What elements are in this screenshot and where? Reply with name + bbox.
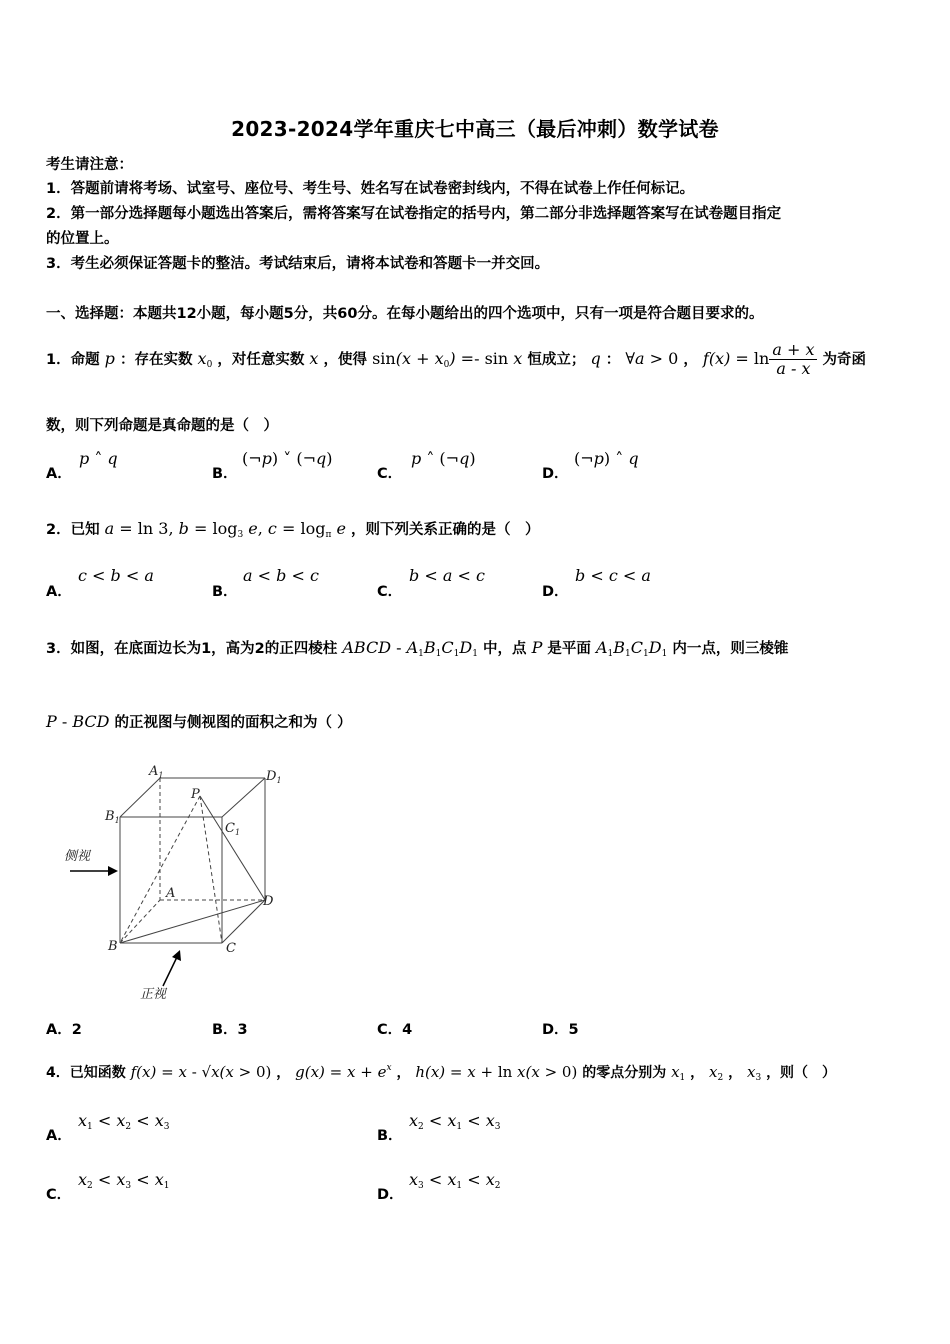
q1-option-a[interactable]: A． <box>46 466 72 482</box>
q4-option-c-math: $x_2 < x_3 < x_1$ <box>78 1170 170 1191</box>
q4-math-x2: $x_2$ <box>709 1063 724 1083</box>
q1-math-fx: f(x) = ln $\frac{a + x}{a - x}$ <box>703 349 818 368</box>
q2-option-d[interactable]: D． <box>542 584 569 600</box>
svg-text:P: P <box>191 787 200 802</box>
q1-text: 1．命题 <box>46 352 100 368</box>
q3-option-a[interactable]: A．2 <box>46 1022 82 1038</box>
q1-option-c-math: p ˄ (¬q) <box>411 449 476 468</box>
q1-text: 为奇函 <box>822 352 867 368</box>
q3-math-pyramid: P - BCD <box>46 712 110 731</box>
q2-option-c[interactable]: C． <box>377 584 403 600</box>
question-1 <box>46 341 866 378</box>
svg-text:C1: $C_1$ <box>225 821 241 837</box>
q4-option-d-math: $x_3 < x_1 < x_2$ <box>409 1170 501 1191</box>
question-2 <box>46 518 540 540</box>
q3-text: 的正视图与侧视图的面积之和为（ ） <box>114 715 352 731</box>
q4-math-h: h(x) = x + ln x(x > 0) <box>415 1063 578 1081</box>
prism-figure <box>60 760 290 1005</box>
q2-text: 2．已知 <box>46 522 100 538</box>
svg-text:A1: $A_1$ <box>149 764 164 780</box>
q1-math-eq: $\sin(x + x_0) =- \sin x$ <box>372 349 523 370</box>
q4-text: 的零点分别为 <box>582 1065 667 1081</box>
q3-math-p: P <box>531 638 543 657</box>
q1-text: 恒成立； <box>527 352 586 368</box>
q4-option-b[interactable]: B． <box>377 1128 403 1144</box>
q1-text: ：存在实数 <box>119 352 193 368</box>
q4-option-b-math: $x_2 < x_1 < x_3$ <box>409 1111 501 1132</box>
q4-option-c[interactable]: C． <box>46 1187 72 1203</box>
notice-item-2-cont: 的位置上。 <box>46 231 119 247</box>
q4-text: 4．已知函数 <box>46 1065 126 1081</box>
q1-text: ： <box>605 352 621 368</box>
q1-text: ， <box>683 352 698 368</box>
q1-text: ，对任意实数 <box>217 352 305 368</box>
q4-math-f: f(x) = x - √x(x > 0) <box>130 1063 272 1081</box>
q2-option-b[interactable]: B． <box>212 584 238 600</box>
notice-item-2: 2．第一部分选择题每小题选出答案后，需将答案写在试卷指定的括号内，第二部分非选择题答案写在试卷题目指定 <box>46 206 782 222</box>
front-view-label: 正视 <box>140 987 167 1002</box>
q2-text: ，则下列关系正确的是（ ） <box>351 522 540 538</box>
q1-math-q: q <box>590 349 601 368</box>
q4-math-x1: $x_1$ <box>671 1063 686 1083</box>
q4-math-g: $g(x) = x + e^x$ <box>295 1063 392 1081</box>
q4-text: ， <box>690 1065 705 1081</box>
q2-math: a = ln 3, $b = \log_3 e$, $c = \log_\pi e$ <box>104 519 346 540</box>
q3-option-c[interactable]: C．4 <box>377 1022 413 1038</box>
q1-math-x0: $x_0$ <box>197 349 213 370</box>
q2-option-d-math: b < c < a <box>575 566 651 585</box>
q3-math-plane: $A_1B_1C_1D_1$ <box>595 638 668 659</box>
q1-option-b[interactable]: B． <box>212 466 238 482</box>
q3-text: 内一点，则三棱锥 <box>672 641 789 657</box>
svg-text:B1: $B_1$ <box>105 809 120 825</box>
notice-heading: 考生请注意： <box>46 157 133 173</box>
q2-option-a-math: c < b < a <box>78 566 154 585</box>
q3-option-b[interactable]: B．3 <box>212 1022 248 1038</box>
q1-text: ，使得 <box>323 352 368 368</box>
svg-text:D: D <box>263 894 274 909</box>
q1-math-forall: ∀a > 0 <box>625 349 679 368</box>
q1-option-b-math: (¬p) ˅ (¬q) <box>242 449 333 468</box>
q2-option-c-math: b < a < c <box>409 566 485 585</box>
q1-option-c[interactable]: C． <box>377 466 403 482</box>
q2-option-a[interactable]: A． <box>46 584 72 600</box>
q1-option-a-math: p ˄ q <box>79 449 118 468</box>
q4-option-a[interactable]: A． <box>46 1128 72 1144</box>
q4-option-d[interactable]: D． <box>377 1187 404 1203</box>
q3-option-d[interactable]: D．5 <box>542 1022 579 1038</box>
svg-text:B: B <box>108 939 118 954</box>
q4-option-a-math: $x_1 < x_2 < x_3$ <box>78 1111 170 1132</box>
page-title: 2023-2024学年重庆七中高三（最后冲刺）数学试卷 <box>231 117 719 141</box>
q1-option-d[interactable]: D． <box>542 466 569 482</box>
q1-option-d-math: (¬p) ˄ q <box>574 449 639 468</box>
question-3 <box>46 637 788 659</box>
q3-math-prism: ABCD - $A_1B_1C_1D_1$ <box>342 638 478 659</box>
q1-math-p: p <box>104 349 115 368</box>
q4-text: ， <box>728 1065 743 1081</box>
q3-text: 是平面 <box>547 641 591 657</box>
section-heading: 一、选择题：本题共12小题，每小题5分，共60分。在每小题给出的四个选项中，只有一项是符合题目要求的。 <box>46 306 764 322</box>
q3-text: 中，点 <box>483 641 527 657</box>
question-4 <box>46 1062 836 1083</box>
notice-item-3: 3．考生必须保证答题卡的整洁。考试结束后，请将本试卷和答题卡一并交回。 <box>46 256 550 272</box>
q4-math-x3: $x_3$ <box>746 1063 762 1083</box>
q2-option-b-math: a < b < c <box>243 566 319 585</box>
svg-text:D1: $D_1$ <box>266 769 282 785</box>
side-view-label: 侧视 <box>64 849 91 864</box>
question-3-cont <box>46 711 352 732</box>
q4-text: ， <box>276 1065 291 1081</box>
q3-text: 3．如图，在底面边长为1，高为2的正四棱柱 <box>46 641 338 657</box>
svg-text:C: C <box>226 941 236 956</box>
q1-math-x: x <box>309 349 319 368</box>
svg-text:A: A <box>166 886 176 901</box>
notice-item-1: 1．答题前请将考场、试室号、座位号、考生号、姓名写在试卷密封线内，不得在试卷上作任何标记。 <box>46 181 695 197</box>
q4-text: ，则（ ） <box>766 1065 837 1081</box>
question-1-cont: 数，则下列命题是真命题的是（ ） <box>46 418 278 434</box>
q4-text: ， <box>396 1065 411 1081</box>
